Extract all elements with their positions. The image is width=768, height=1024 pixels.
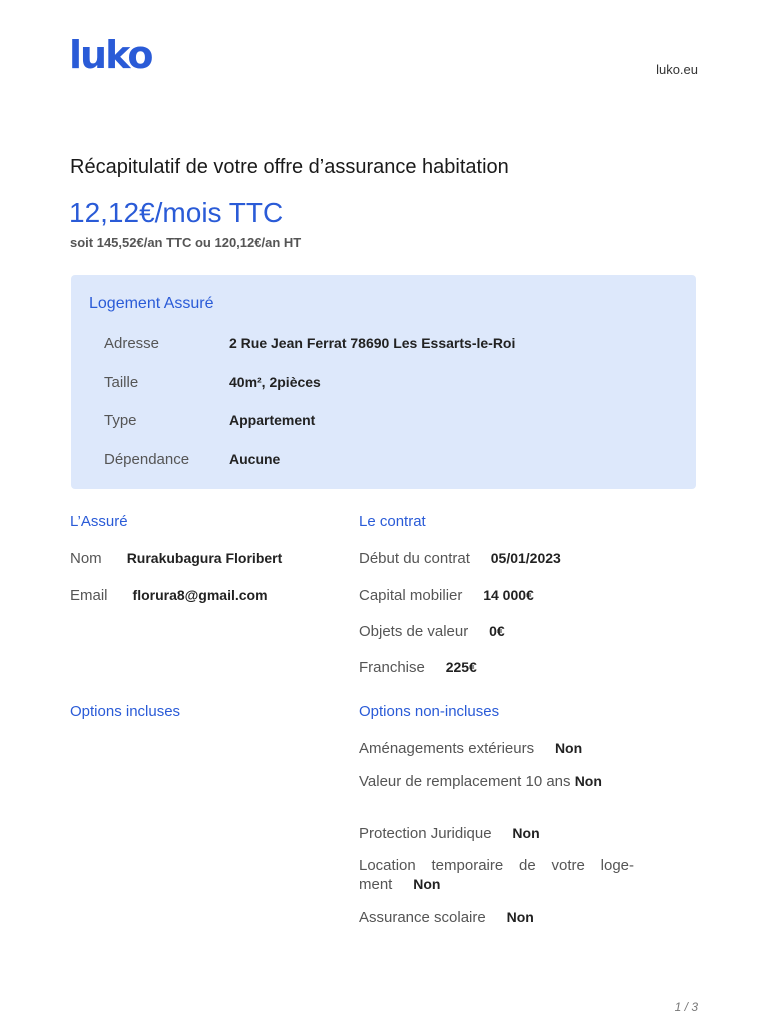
option-assurance-scolaire xyxy=(359,908,634,927)
row-label: Location temporaire de votre loge-ment xyxy=(359,857,634,893)
row-label: Début du contrat xyxy=(359,550,470,567)
row-value: florura8@gmail.com xyxy=(132,587,268,603)
row-value: 14 000€ xyxy=(483,587,534,603)
row-label: Dépendance xyxy=(104,451,190,468)
row-value: Non xyxy=(506,909,534,925)
row-label: Taille xyxy=(104,374,139,391)
row-value: Non xyxy=(574,773,602,789)
site-url[interactable]: luko.eu xyxy=(656,62,698,77)
monthly-price: 12,12€/mois TTC xyxy=(69,197,284,228)
row-value: 05/01/2023 xyxy=(490,550,561,566)
assure-title: L’Assuré xyxy=(70,513,128,530)
contrat-row-franchise xyxy=(359,659,477,676)
row-value: Non xyxy=(512,825,540,841)
row-value: Non xyxy=(413,876,441,892)
page-title: Récapitulatif de votre offre d’assurance habitation xyxy=(70,156,509,178)
row-label: Capital mobilier xyxy=(359,587,463,604)
row-value: 225€ xyxy=(445,659,477,675)
row-label: Adresse xyxy=(104,335,160,352)
options-incluses-title: Options incluses xyxy=(70,703,181,720)
assure-row-email xyxy=(70,587,268,604)
row-value: Rurakubagura Floribert xyxy=(126,550,283,566)
row-label: Type xyxy=(104,412,137,429)
option-amenagements xyxy=(359,739,634,758)
option-valeur-remplacement xyxy=(359,772,634,791)
row-value: 40m², 2pièces xyxy=(229,374,321,390)
option-protection-juridique xyxy=(359,824,634,843)
options-non-incluses-title: Options non-incluses xyxy=(359,703,500,720)
row-label: Aménagements extérieurs xyxy=(359,740,535,757)
contrat-title: Le contrat xyxy=(359,513,426,530)
luko-logo: luko xyxy=(69,33,152,77)
row-value: Aucune xyxy=(229,451,281,467)
row-label: Valeur de remplacement 10 ans xyxy=(359,773,571,790)
row-label: Objets de valeur xyxy=(359,623,469,640)
row-label: Email xyxy=(70,587,108,604)
option-location-temporaire xyxy=(359,857,634,894)
row-label: Franchise xyxy=(359,659,425,676)
contrat-row-capital xyxy=(359,587,534,604)
logement-title: Logement Assuré xyxy=(89,295,214,312)
row-label: Protection Juridique xyxy=(359,825,492,842)
row-value: Appartement xyxy=(229,412,316,428)
annual-price: soit 145,52€/an TTC ou 120,12€/an HT xyxy=(70,235,302,250)
row-value: 0€ xyxy=(489,623,505,639)
page-number: 1 / 3 xyxy=(674,1000,698,1014)
row-label: Nom xyxy=(70,550,102,567)
contrat-row-objets xyxy=(359,623,505,640)
logement-assure-box xyxy=(71,275,696,489)
row-label: Assurance scolaire xyxy=(359,909,486,926)
contrat-row-debut xyxy=(359,550,561,567)
row-value: 2 Rue Jean Ferrat 78690 Les Essarts-le-Roi xyxy=(229,335,516,351)
assure-row-nom xyxy=(70,550,282,567)
row-value: Non xyxy=(554,740,583,756)
